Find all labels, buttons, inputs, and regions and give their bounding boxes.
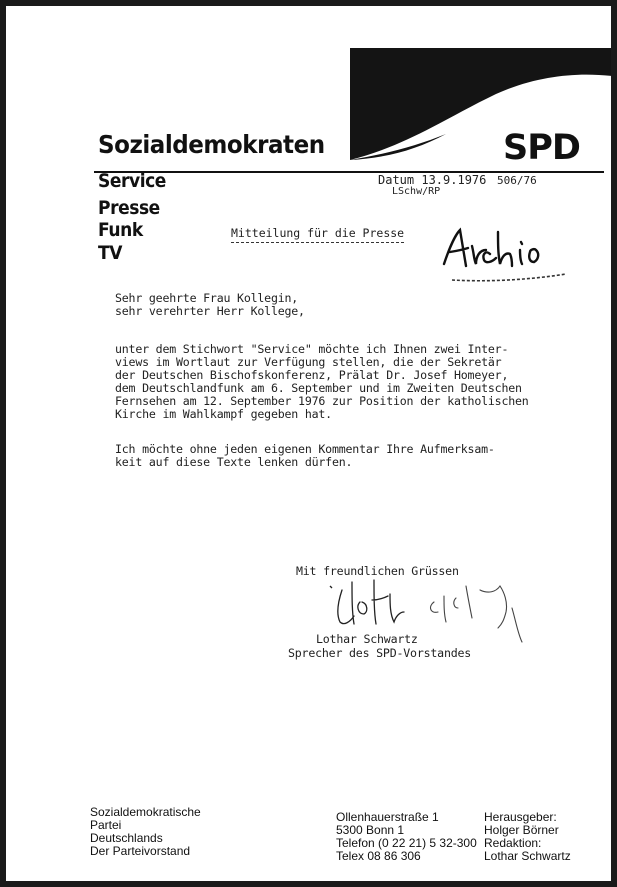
party-abbrev: SPD [503,128,580,168]
subject-line: Mitteilung für die Presse [231,226,404,243]
letter-number: 506/76 [497,174,537,187]
letter-reference: LSchw/RP [392,186,441,197]
heading-service: Service [98,170,166,192]
body-line: Ich möchte ohne jeden eigenen Kommentar Ihre Aufmerksam- [115,442,495,456]
archiv-annotation [438,224,568,288]
header-rule [94,171,604,173]
signer-title: Sprecher des SPD-Vorstandes [288,646,472,660]
footer-line: Redaktion: [484,836,542,850]
body-line: Fernsehen am 12. September 1976 zur Position der katholischen [115,394,529,408]
heading-tv: TV [98,242,123,264]
letter-page [6,6,611,881]
org-name: Sozialdemokraten [98,130,325,159]
footer-address [336,811,477,863]
footer-line: Der Parteivorstand [90,844,191,858]
footer-editors [484,811,571,863]
signer-name: Lothar Schwartz [316,632,418,646]
body-line: dem Deutschlandfunk am 6. September und im Zweiten Deutschen [115,381,522,395]
footer-line: 5300 Bonn 1 [336,823,405,837]
footer-line: Partei [90,818,122,832]
body-line: Kirche im Wahlkampf gegeben hat. [115,407,332,421]
footer-line: Telex 08 86 306 [336,849,421,863]
letter-date: Datum 13.9.1976 [378,173,487,187]
footer-line: Holger Börner [484,823,559,837]
body-line: der Deutschen Bischofskonferenz, Prälat Dr. Josef Homeyer, [115,368,509,382]
heading-presse: Presse [98,197,160,219]
body-line: views im Wortlaut zur Verfügung stellen, die der Sekretär [115,355,502,369]
body-line: keit auf diese Texte lenken dürfen. [115,455,353,469]
footer-org [90,806,201,858]
footer-line: Deutschlands [90,831,163,845]
closing-greeting: Mit freundlichen Grüssen [296,564,459,578]
salutation-line: Sehr geehrte Frau Kollegin, [115,291,299,305]
footer-line: Lothar Schwartz [484,849,571,863]
body-line: unter dem Stichwort "Service" möchte ich Ihnen zwei Inter- [115,342,509,356]
footer-line: Sozialdemokratische [90,805,201,819]
footer-line: Herausgeber: [484,810,557,824]
footer-line: Telefon (0 22 21) 5 32-300 [336,836,477,850]
footer-line: Ollenhauerstraße 1 [336,810,439,824]
salutation-line: sehr verehrter Herr Kollege, [115,304,305,318]
heading-funk: Funk [98,219,143,241]
